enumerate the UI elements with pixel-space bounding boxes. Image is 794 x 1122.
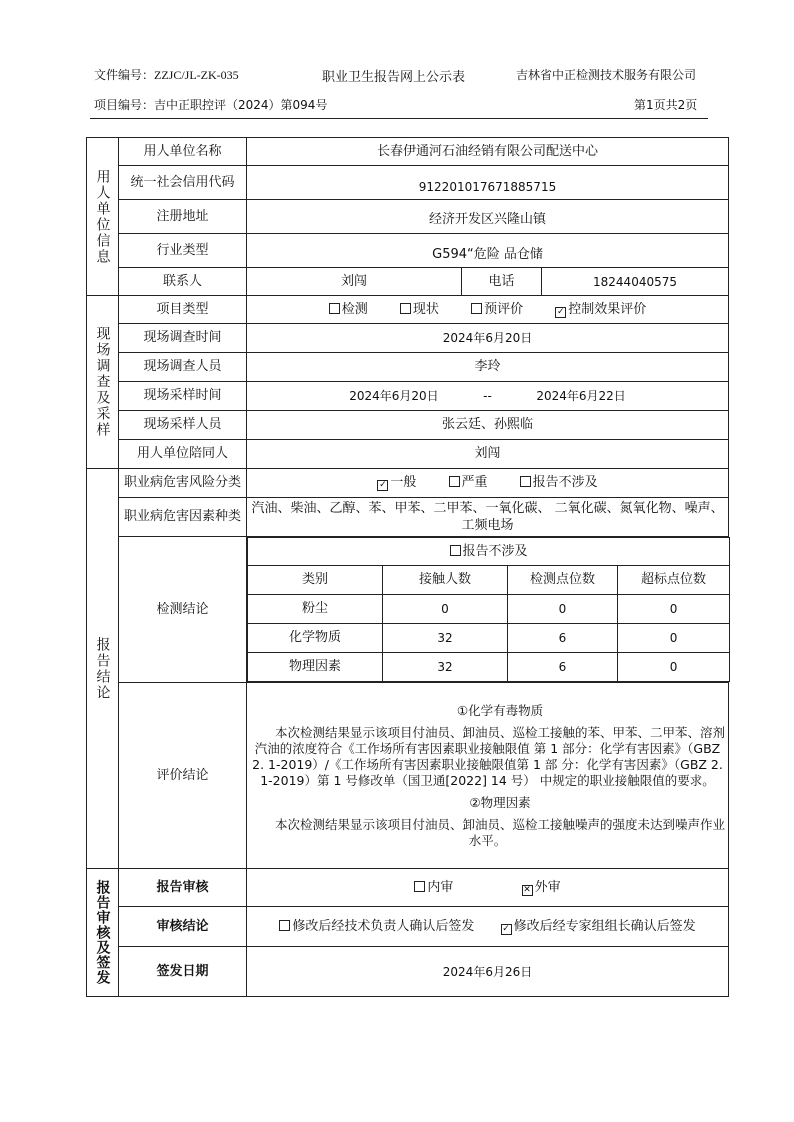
test-conclusion <box>247 537 729 683</box>
result-options <box>247 907 729 947</box>
test-result-table <box>247 537 730 682</box>
samplers: 张云廷、孙熙临 <box>247 411 729 440</box>
checkbox-checked-icon[interactable]: ✓ <box>379 480 387 490</box>
risk-options <box>247 469 729 498</box>
eval-heading-chemical: ①化学有毒物质 <box>456 702 544 718</box>
test-conclusion-label: 检测结论 <box>119 537 247 683</box>
company-name: 吉林省中正检测技术服务有限公司 <box>516 68 697 82</box>
table-row <box>248 653 730 682</box>
escort-label: 用人单位陪同人 <box>119 440 247 469</box>
checkbox-unchecked-icon[interactable] <box>520 476 531 487</box>
audit-label: 报告审核 <box>119 869 247 907</box>
contact-person: 刘闯 <box>247 268 462 296</box>
sampler-label: 现场采样人员 <box>119 411 247 440</box>
cell-exposed: 32 <box>383 653 508 682</box>
cell-exposed: 0 <box>383 595 508 624</box>
option-internal-audit[interactable]: 内审 <box>414 880 453 896</box>
factor-label: 职业病危害因素种类 <box>119 498 247 537</box>
cell-exceed: 0 <box>618 595 730 624</box>
header-exceed-points: 超标点位数 <box>618 566 730 595</box>
sampling-start: 2024年6月20日 <box>349 389 439 403</box>
sampling-time <box>247 382 729 411</box>
option-risk-severe[interactable]: 严重 <box>449 475 488 491</box>
checkbox-unchecked-icon[interactable] <box>400 303 411 314</box>
cell-exposed: 32 <box>383 624 508 653</box>
phone-label: 电话 <box>462 268 542 296</box>
risk-label: 职业病危害风险分类 <box>119 469 247 498</box>
section-employer: 用人单位信息 <box>87 138 119 296</box>
hazard-factors: 汽油、柴油、乙醇、苯、甲苯、二甲苯、一氧化碳、 二氧化碳、氮氧化物、噪声、工频电场 <box>247 498 729 537</box>
eval-heading-physical: ②物理因素 <box>469 794 531 810</box>
cell-exceed: 0 <box>618 653 730 682</box>
registered-address: 经济开发区兴隆山镇 <box>247 200 729 234</box>
cell-category: 化学物质 <box>248 624 383 653</box>
option-control-evaluation[interactable]: ✓ 控制效果评价 <box>556 301 647 317</box>
checkbox-unchecked-icon[interactable] <box>329 303 340 314</box>
checkbox-unchecked-icon[interactable] <box>450 545 461 556</box>
project-type-label: 项目类型 <box>119 296 247 324</box>
option-status[interactable]: 现状 <box>400 302 439 318</box>
option-tech-lead-confirm[interactable]: 修改后经技术负责人确认后签发 <box>279 919 474 934</box>
checkbox-checked-icon[interactable]: ✓ <box>502 923 510 934</box>
document-title: 职业卫生报告网上公示表 <box>322 70 466 85</box>
cell-category: 物理因素 <box>248 653 383 682</box>
not-involved-option[interactable]: 报告不涉及 <box>248 538 730 566</box>
eval-text-chemical: 本次检测结果显示该项目付油员、卸油员、巡检工接触的苯、甲苯、二甲苯、溶剂汽油的浓度符合《工作场所有害因素职业接触限值 第 1 部分：化学有害因素》（GBZ 2. 1-2019）/《工作场所有害因素职业接触限值第 1 部 分：化学有害因素》（GBZ 2. 1-2019）第 1 号修改单（国卫通[2022] 14 号） 中规定的职业接触限值的要求。 <box>252 724 726 788</box>
page-indicator: 第1页共2页 <box>634 98 698 112</box>
issue-date: 2024年6月26日 <box>247 947 729 997</box>
evaluation-label: 评价结论 <box>119 683 247 869</box>
evaluation-conclusion <box>247 683 729 869</box>
eval-text-physical: 本次检测结果显示该项目付油员、卸油员、巡检工接触噪声的强度未达到噪声作业水平。 <box>275 816 726 848</box>
cell-points: 0 <box>508 595 618 624</box>
option-external-audit[interactable]: ✕ 外审 <box>523 879 561 895</box>
survey-date-label: 现场调查时间 <box>119 324 247 353</box>
section-conclusion: 报告结论 <box>87 469 119 869</box>
issue-date-label: 签发日期 <box>119 947 247 997</box>
checkbox-unchecked-icon[interactable] <box>449 476 460 487</box>
disclosure-table <box>86 137 729 997</box>
cell-points: 6 <box>508 653 618 682</box>
section-survey: 现场调查及采样 <box>87 296 119 469</box>
credit-code: 912201017671885715 <box>247 166 729 200</box>
section-review: 报告审核及签发 <box>87 869 119 997</box>
survey-staff: 李玲 <box>247 353 729 382</box>
option-test[interactable]: 检测 <box>329 302 368 318</box>
file-number: 文件编号：ZZJC/JL-ZK-035 <box>94 68 239 82</box>
table-row <box>248 595 730 624</box>
contact-label: 联系人 <box>119 268 247 296</box>
header-rule <box>90 118 708 119</box>
checkbox-checked-icon[interactable]: ✕ <box>523 884 531 895</box>
address-label: 注册地址 <box>119 200 247 234</box>
employer-name: 长春伊通河石油经销有限公司配送中心 <box>247 138 729 166</box>
header-exposed-count: 接触人数 <box>383 566 508 595</box>
checkbox-unchecked-icon[interactable] <box>414 881 425 892</box>
option-risk-none[interactable]: 报告不涉及 <box>520 475 598 491</box>
sampling-time-label: 现场采样时间 <box>119 382 247 411</box>
industry-type: G594“危险 品仓储 <box>247 234 729 268</box>
checkbox-unchecked-icon[interactable] <box>471 303 482 314</box>
audit-options <box>247 869 729 907</box>
option-expert-lead-confirm[interactable]: ✓ 修改后经专家组组长确认后签发 <box>502 918 696 934</box>
survey-date: 2024年6月20日 <box>247 324 729 353</box>
table-row <box>248 624 730 653</box>
header-test-points: 检测点位数 <box>508 566 618 595</box>
checkbox-unchecked-icon[interactable] <box>279 920 290 931</box>
survey-staff-label: 现场调查人员 <box>119 353 247 382</box>
project-number: 项目编号：吉中正职控评（2024）第094号 <box>94 98 328 112</box>
employer-name-label: 用人单位名称 <box>119 138 247 166</box>
option-risk-normal[interactable]: ✓ 一般 <box>379 475 417 490</box>
cell-category: 粉尘 <box>248 595 383 624</box>
cell-points: 6 <box>508 624 618 653</box>
project-type-options <box>247 296 729 324</box>
phone-number: 18244040575 <box>542 268 729 296</box>
sampling-separator: -- <box>483 389 492 403</box>
cell-exceed: 0 <box>618 624 730 653</box>
checkbox-checked-icon[interactable]: ✓ <box>556 306 565 317</box>
header-category: 类别 <box>248 566 383 595</box>
credit-code-label: 统一社会信用代码 <box>119 166 247 200</box>
escort: 刘闯 <box>247 440 729 469</box>
option-pre-evaluation[interactable]: 预评价 <box>471 302 523 318</box>
result-label: 审核结论 <box>119 907 247 947</box>
industry-label: 行业类型 <box>119 234 247 268</box>
sampling-end: 2024年6月22日 <box>536 389 626 403</box>
